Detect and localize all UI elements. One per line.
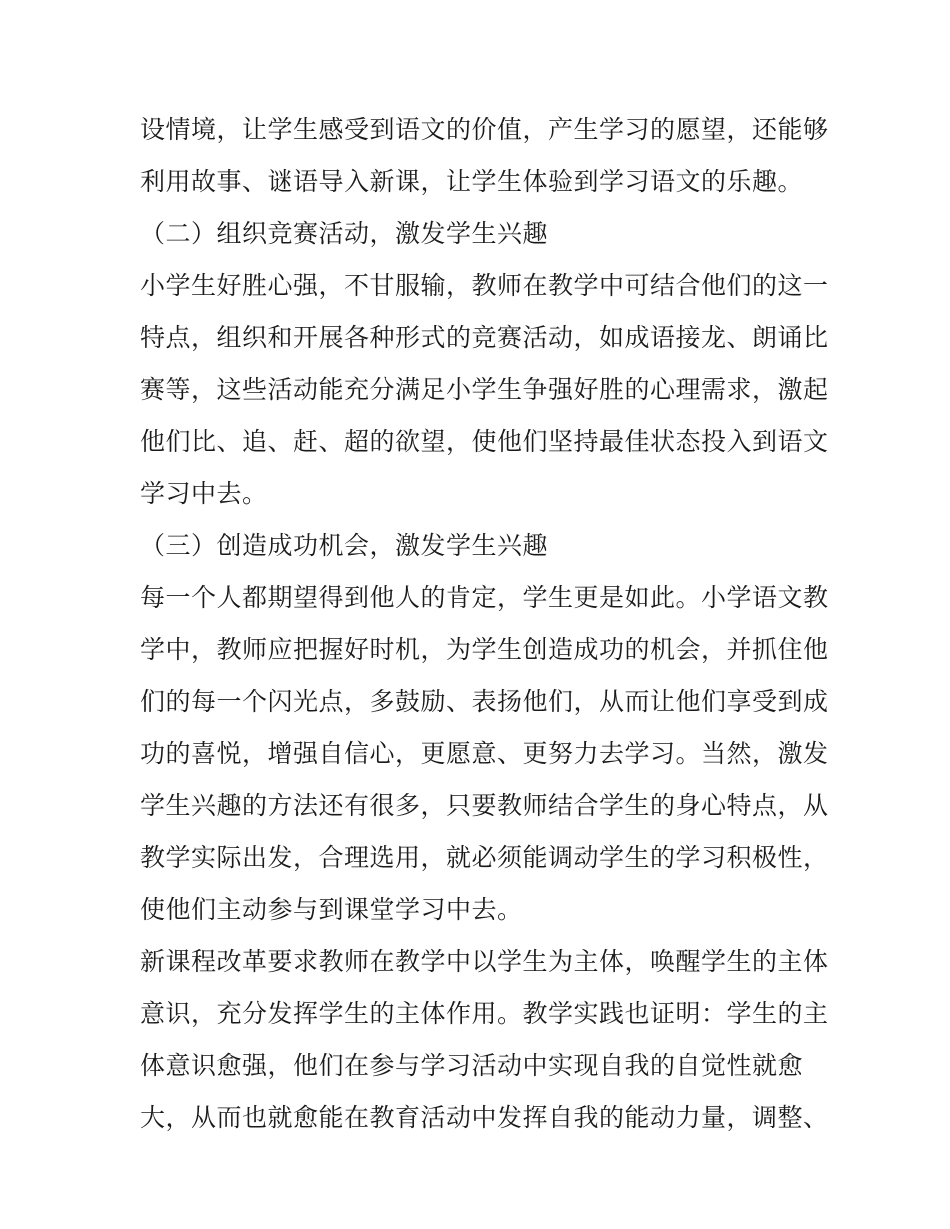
text-line: 大，从而也就愈能在教育活动中发挥自我的能动力量，调整、 [140, 1103, 829, 1132]
text-line: 教学实际出发，合理选用，就必须能调动学生的学习积极性， [140, 843, 829, 872]
text-line: 功的喜悦，增强自信心，更愿意、更努力去学习。当然，激发 [140, 739, 829, 768]
text-line: 们的每一个闪光点，多鼓励、表扬他们，从而让他们享受到成 [140, 687, 829, 716]
text-line: 设情境，让学生感受到语文的价值，产生学习的愿望，还能够 [140, 115, 829, 144]
body-text [140, 104, 830, 1144]
section-heading: （二）组织竞赛活动，激发学生兴趣 [140, 219, 549, 248]
text-line: 他们比、追、赶、超的欲望，使他们坚持最佳状态投入到语文 [140, 427, 829, 456]
text-line: 利用故事、谜语导入新课，让学生体验到学习语文的乐趣。 [140, 167, 804, 196]
text-line: 意识，充分发挥学生的主体作用。教学实践也证明：学生的主 [140, 999, 829, 1028]
text-line: 小学生好胜心强，不甘服输，教师在教学中可结合他们的这一 [140, 271, 829, 300]
text-line: 体意识愈强，他们在参与学习活动中实现自我的自觉性就愈 [140, 1051, 804, 1080]
text-line: 赛等，这些活动能充分满足小学生争强好胜的心理需求，激起 [140, 375, 829, 404]
text-line: 学习中去。 [140, 479, 268, 508]
text-line: 使他们主动参与到课堂学习中去。 [140, 895, 523, 924]
section-heading: （三）创造成功机会，激发学生兴趣 [140, 531, 549, 560]
text-line: 学中，教师应把握好时机，为学生创造成功的机会，并抓住他 [140, 635, 829, 664]
text-line: 每一个人都期望得到他人的肯定，学生更是如此。小学语文教 [140, 583, 829, 612]
text-line: 学生兴趣的方法还有很多，只要教师结合学生的身心特点，从 [140, 791, 829, 820]
text-line: 特点，组织和开展各种形式的竞赛活动，如成语接龙、朗诵比 [140, 323, 829, 352]
text-line: 新课程改革要求教师在教学中以学生为主体，唤醒学生的主体 [140, 947, 829, 976]
